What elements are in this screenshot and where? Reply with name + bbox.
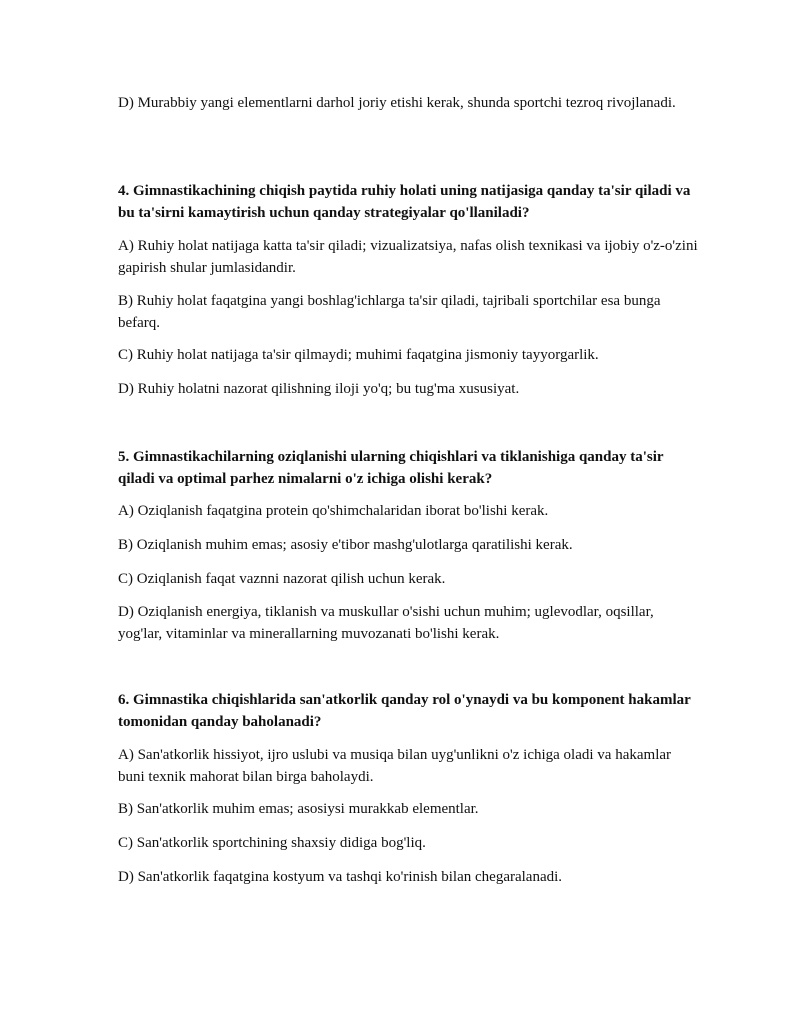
question-5-title: 5. Gimnastikachilarning oziqlanishi ularning chiqishlari va tiklanishiga qanday ta'sir qiladi va optimal parhez nimalarni o'z ichiga olishi kerak? [118, 449, 664, 487]
prev-option-d: D) Murabbiy yangi elementlarni darhol joriy etishi kerak, shunda sportchi tezroq rivojlanadi. [118, 95, 676, 111]
question-5-option-c: C) Oziqlanish faqat vaznni nazorat qilish uchun kerak. [118, 571, 446, 587]
question-6-title: 6. Gimnastika chiqishlarida san'atkorlik qanday rol o'ynaydi va bu komponent hakamlar tomonidan qanday baholanadi? [118, 692, 691, 730]
question-5-option-a: A) Oziqlanish faqatgina protein qo'shimchalaridan iborat bo'lishi kerak. [118, 503, 549, 519]
question-4-option-c: C) Ruhiy holat natijaga ta'sir qilmaydi; muhimi faqatgina jismoniy tayyorgarlik. [118, 347, 599, 363]
question-4-option-b: B) Ruhiy holat faqatgina yangi boshlag'ichlarga ta'sir qiladi, tajribali sportchilar esa bunga befarq. [118, 293, 661, 331]
question-6-option-c: C) San'atkorlik sportchining shaxsiy didiga bog'liq. [118, 835, 426, 851]
question-4-option-d: D) Ruhiy holatni nazorat qilishning iloji yo'q; bu tug'ma xususiyat. [118, 381, 520, 397]
question-5-option-b: B) Oziqlanish muhim emas; asosiy e'tibor mashg'ulotlarga qaratilishi kerak. [118, 537, 573, 553]
question-6-option-d: D) San'atkorlik faqatgina kostyum va tashqi ko'rinish bilan chegaralanadi. [118, 869, 563, 885]
question-5-option-d: D) Oziqlanish energiya, tiklanish va muskullar o'sishi uchun muhim; uglevodlar, oqsillar, yog'lar, vitaminlar va minerallarning muvozanati bo'lishi kerak. [118, 604, 654, 642]
question-6-option-b: B) San'atkorlik muhim emas; asosiysi murakkab elementlar. [118, 801, 479, 817]
question-4-option-a: A) Ruhiy holat natijaga katta ta'sir qiladi; vizualizatsiya, nafas olish texnikasi va ijobiy o'z-o'zini gapirish shular jumlasidandir. [118, 238, 698, 276]
question-4-title: 4. Gimnastikachining chiqish paytida ruhiy holati uning natijasiga qanday ta'sir qiladi va bu ta'sirni kamaytirish uchun qanday strategiyalar qo'llaniladi? [118, 183, 691, 221]
question-6-option-a: A) San'atkorlik hissiyot, ijro uslubi va musiqa bilan uyg'unlikni o'z ichiga oladi va hakamlar buni texnik mahorat bilan birga baholaydi. [118, 747, 672, 785]
